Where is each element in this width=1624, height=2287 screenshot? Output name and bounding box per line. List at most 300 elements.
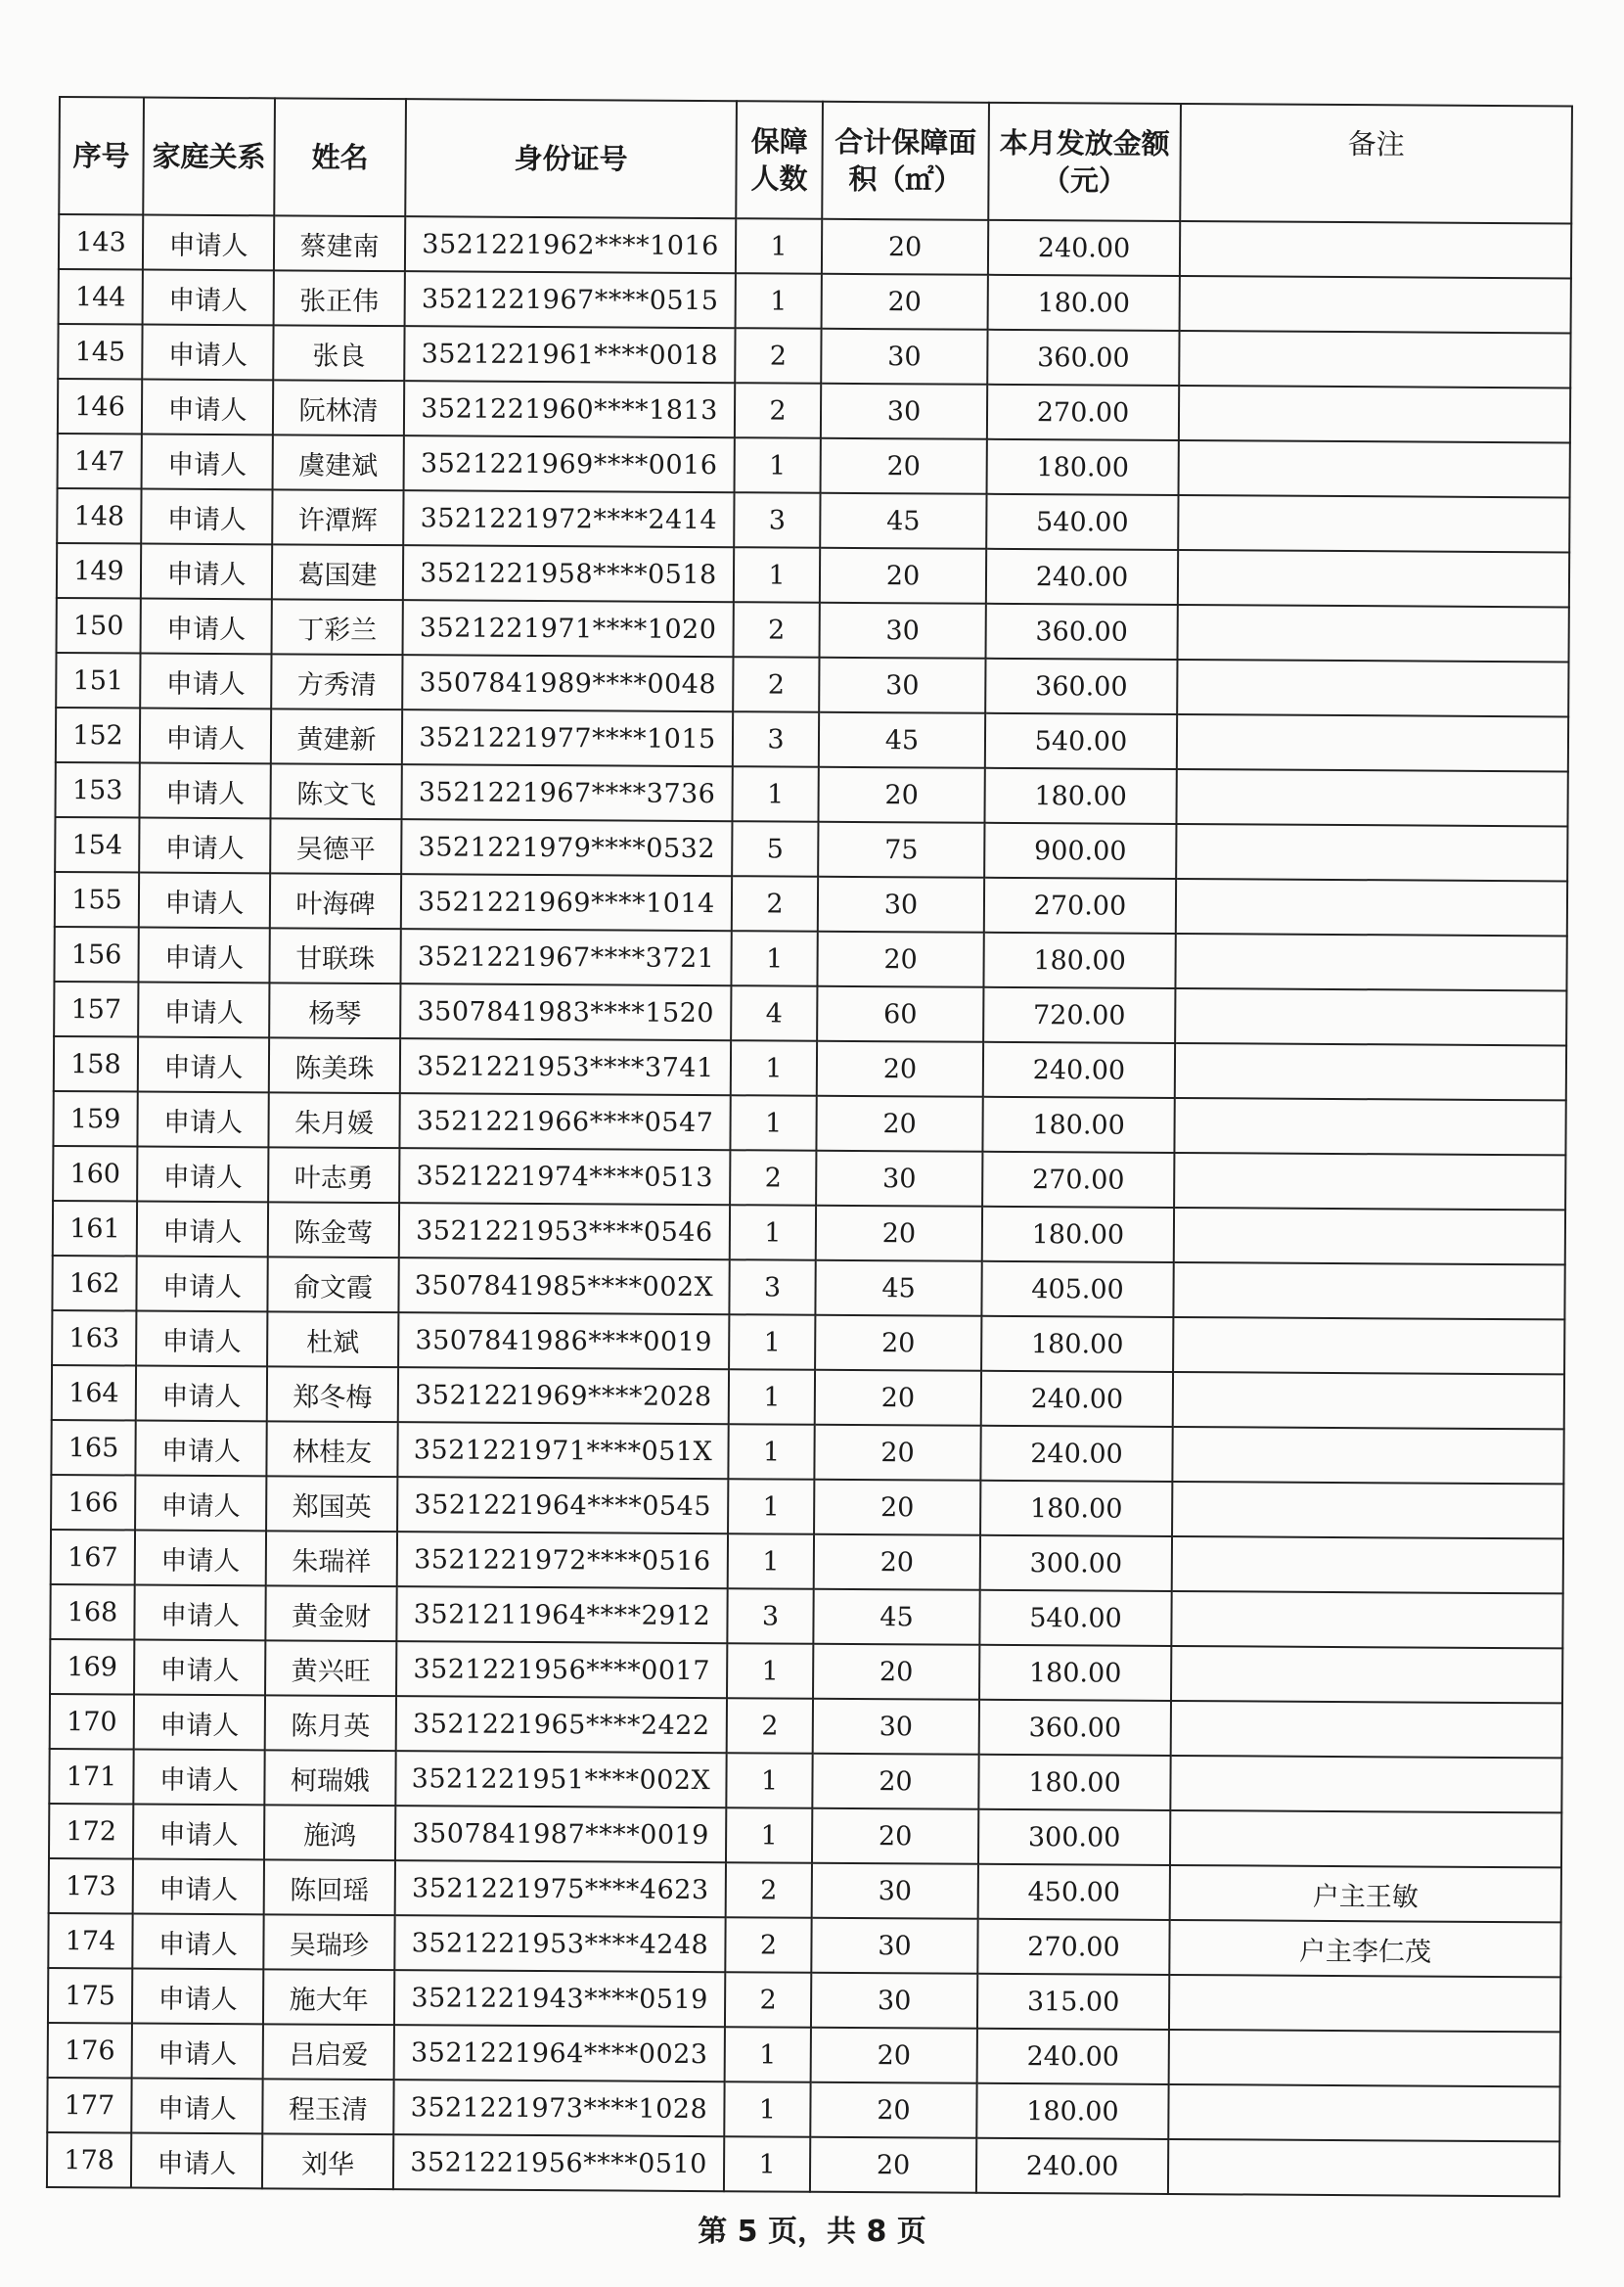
cell-seq: 170: [50, 1694, 134, 1750]
cell-note: [1180, 221, 1571, 278]
cell-id-number: 3521221951****002X: [395, 1751, 726, 1807]
cell-seq: 143: [59, 214, 143, 270]
cell-amount: 405.00: [981, 1261, 1173, 1317]
cell-amount: 240.00: [988, 220, 1180, 276]
cell-id-number: 3521221974****0513: [399, 1148, 730, 1205]
cell-amount: 240.00: [980, 1426, 1172, 1482]
cell-id-number: 3521221967****0515: [405, 271, 736, 328]
cell-seq: 161: [53, 1201, 137, 1257]
cell-relation: 申请人: [136, 1366, 267, 1422]
cell-name: 张良: [273, 325, 404, 381]
cell-relation: 申请人: [131, 2078, 262, 2133]
cell-name: 杨琴: [269, 983, 400, 1038]
cell-persons: 1: [729, 1314, 815, 1370]
cell-seq: 166: [51, 1475, 135, 1531]
cell-seq: 163: [52, 1310, 136, 1366]
cell-persons: 1: [728, 1479, 814, 1534]
cell-note: [1173, 1372, 1564, 1429]
cell-amount: 360.00: [985, 659, 1177, 714]
cell-name: 俞文霞: [267, 1257, 398, 1312]
cell-area: 20: [817, 1041, 983, 1097]
cell-area: 45: [820, 493, 986, 549]
cell-id-number: 3521221969****0016: [404, 435, 735, 492]
cell-relation: 申请人: [134, 1640, 265, 1696]
cell-area: 45: [819, 712, 985, 768]
cell-amount: 270.00: [977, 1919, 1169, 1975]
table-row: [50, 1584, 1562, 1648]
cell-persons: 1: [726, 1753, 812, 1808]
cell-note: [1174, 1153, 1565, 1210]
table-row: [51, 1475, 1563, 1538]
table-row: [58, 324, 1570, 388]
cell-persons: 1: [732, 766, 818, 822]
table-row: [50, 1694, 1562, 1758]
cell-name: 叶志勇: [268, 1147, 399, 1203]
cell-name: 黄兴旺: [265, 1640, 396, 1696]
cell-note: [1174, 1098, 1565, 1155]
cell-persons: 2: [725, 1917, 811, 1973]
cell-seq: 146: [58, 379, 142, 435]
table-row: [47, 2132, 1559, 2196]
cell-note: [1180, 276, 1571, 333]
cell-id-number: 3521221956****0017: [396, 1641, 727, 1698]
cell-seq: 156: [54, 927, 138, 983]
cell-area: 20: [822, 219, 988, 275]
cell-note: [1172, 1482, 1563, 1538]
cell-name: 吕启爱: [263, 2024, 394, 2080]
cell-note: [1168, 2139, 1559, 2196]
cell-name: 张正伟: [274, 270, 405, 326]
cell-id-number: 3521221953****4248: [394, 1915, 725, 1972]
cell-seq: 157: [54, 982, 138, 1037]
cell-relation: 申请人: [133, 1749, 264, 1805]
cell-note: [1176, 824, 1567, 881]
cell-relation: 申请人: [135, 1531, 266, 1586]
cell-area: 30: [813, 1699, 979, 1755]
table-row: [52, 1365, 1564, 1429]
cell-amount: 180.00: [978, 1755, 1170, 1810]
cell-note: [1169, 1975, 1560, 2032]
cell-id-number: 3521221967****3736: [401, 764, 732, 821]
cell-amount: 180.00: [988, 275, 1180, 331]
table-row: [54, 1036, 1566, 1100]
cell-amount: 180.00: [979, 1645, 1171, 1701]
cell-id-number: 3521221960****1813: [404, 381, 735, 437]
cell-area: 75: [818, 822, 984, 878]
cell-id-number: 3521221967****3721: [400, 929, 731, 985]
cell-persons: 2: [735, 328, 821, 384]
cell-amount: 180.00: [976, 2083, 1168, 2139]
header-note: 备注: [1180, 104, 1572, 223]
cell-persons: 2: [732, 876, 818, 932]
cell-name: 吴瑞珍: [263, 1914, 394, 1970]
cell-relation: 申请人: [139, 818, 270, 874]
cell-amount: 240.00: [981, 1371, 1173, 1427]
cell-amount: 270.00: [982, 1152, 1174, 1208]
cell-persons: 1: [729, 1369, 815, 1425]
cell-amount: 180.00: [987, 439, 1179, 495]
cell-relation: 申请人: [141, 544, 272, 600]
cell-seq: 160: [53, 1146, 137, 1202]
cell-name: 程玉清: [262, 2079, 393, 2134]
cell-id-number: 3521221969****1014: [401, 874, 732, 931]
cell-relation: 申请人: [141, 489, 272, 545]
cell-seq: 175: [48, 1968, 132, 2024]
cell-id-number: 3521221964****0545: [397, 1477, 728, 1533]
cell-area: 45: [815, 1260, 981, 1316]
cell-area: 20: [814, 1534, 980, 1590]
cell-name: 叶海碑: [270, 873, 401, 929]
cell-relation: 申请人: [138, 983, 269, 1038]
cell-persons: 1: [736, 273, 822, 329]
table-row: [48, 2023, 1560, 2086]
cell-relation: 申请人: [136, 1311, 267, 1367]
cell-area: 20: [815, 1370, 981, 1426]
table-row: [55, 872, 1567, 936]
cell-name: 吴德平: [270, 818, 401, 874]
cell-name: 阮林清: [273, 380, 404, 435]
cell-area: 20: [810, 2137, 976, 2193]
cell-amount: 360.00: [987, 330, 1179, 386]
cell-name: 朱瑞祥: [266, 1531, 397, 1586]
header-name: 姓名: [274, 98, 406, 216]
cell-amount: 240.00: [983, 1042, 1175, 1098]
cell-name: 施鸿: [264, 1805, 395, 1860]
cell-note: [1174, 1208, 1565, 1264]
cell-note: [1179, 331, 1570, 388]
cell-persons: 1: [735, 437, 821, 493]
cell-name: 杜斌: [267, 1311, 398, 1367]
table-row: [59, 269, 1571, 333]
cell-id-number: 3521221953****3741: [400, 1038, 731, 1095]
cell-id-number: 3521221958****0518: [403, 545, 734, 602]
cell-relation: 申请人: [143, 215, 274, 271]
cell-amount: 180.00: [981, 1316, 1173, 1372]
cell-note: [1177, 660, 1568, 716]
cell-note: [1171, 1701, 1562, 1758]
cell-seq: 165: [51, 1420, 135, 1476]
cell-amount: 270.00: [987, 385, 1179, 440]
cell-area: 20: [817, 932, 983, 987]
cell-persons: 1: [726, 1807, 812, 1863]
table-row: [55, 817, 1567, 881]
cell-id-number: 3521221961****0018: [404, 326, 735, 383]
cell-seq: 145: [58, 324, 142, 380]
cell-id-number: 3521211964****2912: [396, 1586, 727, 1643]
cell-seq: 152: [56, 708, 140, 763]
table-row: [51, 1420, 1563, 1484]
table-row: [55, 762, 1567, 826]
table-row: [49, 1749, 1561, 1812]
cell-relation: 申请人: [139, 873, 270, 929]
cell-area: 30: [811, 1973, 977, 2029]
cell-persons: 4: [731, 985, 817, 1041]
cell-relation: 申请人: [137, 1092, 268, 1148]
cell-persons: 2: [735, 383, 821, 438]
table-row: [52, 1256, 1564, 1319]
cell-note: [1176, 769, 1567, 826]
cell-area: 30: [821, 384, 987, 439]
cell-seq: 158: [54, 1036, 138, 1092]
cell-note: [1176, 879, 1567, 936]
cell-relation: 申请人: [132, 1913, 263, 1969]
cell-id-number: 3507841989****0048: [402, 655, 733, 711]
cell-seq: 171: [49, 1749, 133, 1805]
cell-amount: 300.00: [980, 1535, 1172, 1591]
cell-name: 郑冬梅: [267, 1366, 398, 1422]
cell-relation: 申请人: [134, 1695, 265, 1751]
table-row: [54, 982, 1566, 1045]
cell-note: [1169, 2030, 1560, 2086]
cell-relation: 申请人: [135, 1476, 266, 1532]
cell-id-number: 3521221971****051X: [397, 1422, 728, 1479]
cell-name: 陈文飞: [270, 763, 401, 819]
cell-name: 陈美珠: [269, 1037, 400, 1093]
cell-relation: 申请人: [140, 654, 271, 709]
cell-area: 30: [819, 658, 985, 713]
cell-note: [1177, 714, 1568, 771]
cell-seq: 147: [58, 434, 142, 489]
table-row: [58, 434, 1570, 497]
cell-note: [1170, 1756, 1561, 1812]
cell-area: 20: [815, 1315, 981, 1371]
cell-id-number: 3507841985****002X: [398, 1258, 729, 1314]
cell-persons: 1: [730, 1095, 816, 1151]
cell-relation: 申请人: [138, 1037, 269, 1093]
cell-amount: 240.00: [986, 549, 1178, 605]
cell-relation: 申请人: [132, 1968, 263, 2024]
cell-seq: 172: [49, 1804, 133, 1859]
cell-area: 20: [810, 2082, 976, 2138]
cell-id-number: 3521221977****1015: [402, 709, 733, 766]
subsidy-roster-table: [46, 96, 1573, 2197]
cell-name: 朱月媛: [268, 1092, 399, 1148]
cell-id-number: 3521221953****0546: [399, 1203, 730, 1259]
cell-relation: 申请人: [131, 2132, 262, 2188]
cell-amount: 450.00: [978, 1864, 1170, 1920]
cell-seq: 151: [56, 653, 140, 709]
cell-note: [1175, 1043, 1566, 1100]
cell-area: 20: [820, 548, 986, 604]
cell-relation: 申请人: [137, 1202, 268, 1258]
cell-persons: 3: [727, 1588, 813, 1644]
header-seq: 序号: [59, 97, 144, 215]
cell-note: [1171, 1591, 1562, 1648]
header-id-number: 身份证号: [405, 99, 737, 218]
cell-note: [1172, 1427, 1563, 1484]
cell-area: 20: [822, 274, 988, 330]
cell-area: 20: [814, 1480, 980, 1535]
cell-persons: 1: [734, 547, 820, 603]
cell-note: [1173, 1262, 1564, 1319]
cell-relation: 申请人: [141, 599, 272, 655]
cell-amount: 720.00: [983, 987, 1175, 1043]
cell-name: 郑国英: [266, 1476, 397, 1532]
cell-name: 葛国建: [272, 544, 403, 600]
cell-relation: 申请人: [133, 1858, 264, 1914]
cell-relation: 申请人: [137, 1147, 268, 1203]
cell-relation: 申请人: [142, 325, 273, 381]
cell-name: 丁彩兰: [272, 599, 403, 655]
cell-id-number: 3521221979****0532: [401, 819, 732, 876]
page-number: 第 5 页，共 8 页: [698, 2215, 926, 2249]
cell-amount: 180.00: [984, 768, 1176, 824]
cell-persons: 3: [733, 711, 819, 767]
cell-id-number: 3507841986****0019: [398, 1312, 729, 1369]
cell-id-number: 3521221973****1028: [393, 2080, 724, 2136]
cell-seq: 178: [47, 2132, 131, 2188]
cell-seq: 168: [50, 1584, 134, 1640]
table-row: [53, 1146, 1565, 1210]
cell-persons: 1: [725, 2027, 811, 2082]
cell-name: 陈月英: [265, 1695, 396, 1751]
cell-persons: 1: [728, 1533, 814, 1589]
header-persons: 保障人数: [736, 101, 823, 219]
cell-id-number: 3521221971****1020: [403, 600, 734, 657]
cell-seq: 176: [48, 2023, 132, 2079]
header-relation: 家庭关系: [143, 98, 275, 216]
cell-area: 30: [818, 877, 984, 933]
cell-area: 60: [817, 986, 983, 1042]
cell-area: 30: [821, 329, 987, 385]
cell-amount: 180.00: [982, 1207, 1174, 1262]
cell-area: 30: [811, 1918, 977, 1974]
cell-area: 20: [812, 1808, 978, 1864]
cell-note: [1173, 1317, 1564, 1374]
cell-area: 30: [816, 1151, 982, 1207]
cell-name: 柯瑞娥: [264, 1750, 395, 1806]
cell-id-number: 3521221962****1016: [405, 216, 736, 273]
cell-note: 户主李仁茂: [1169, 1920, 1560, 1977]
cell-seq: 153: [55, 762, 139, 818]
cell-seq: 150: [57, 598, 141, 654]
cell-persons: 5: [732, 821, 818, 877]
cell-amount: 360.00: [979, 1700, 1171, 1756]
cell-name: 陈回瑶: [264, 1859, 395, 1915]
cell-relation: 申请人: [135, 1421, 266, 1477]
table-header-row: [59, 97, 1572, 223]
cell-persons: 3: [734, 492, 820, 548]
cell-relation: 申请人: [139, 763, 270, 819]
cell-note: [1171, 1646, 1562, 1703]
cell-seq: 159: [53, 1091, 137, 1147]
cell-amount: 180.00: [982, 1097, 1174, 1153]
cell-area: 20: [811, 2028, 977, 2083]
cell-area: 20: [816, 1206, 982, 1261]
cell-name: 方秀清: [271, 654, 402, 709]
table-row: [48, 1968, 1560, 2032]
cell-note: [1175, 988, 1566, 1045]
table-row: [56, 653, 1568, 716]
cell-persons: 1: [730, 1205, 816, 1260]
cell-seq: 164: [52, 1365, 136, 1421]
cell-seq: 149: [57, 543, 141, 599]
cell-amount: 315.00: [977, 1974, 1169, 2030]
cell-persons: 3: [729, 1259, 815, 1315]
cell-seq: 148: [57, 488, 141, 544]
table-row: [57, 488, 1569, 552]
cell-seq: 173: [49, 1858, 133, 1914]
cell-amount: 180.00: [980, 1481, 1172, 1536]
cell-relation: 申请人: [134, 1585, 265, 1641]
cell-persons: 2: [734, 602, 820, 658]
cell-seq: 174: [48, 1913, 132, 1969]
cell-amount: 540.00: [985, 713, 1177, 769]
cell-seq: 162: [52, 1256, 136, 1311]
cell-note: [1168, 2084, 1559, 2141]
table-row: [57, 598, 1569, 662]
cell-seq: 167: [51, 1530, 135, 1585]
cell-area: 20: [812, 1754, 978, 1809]
cell-note: [1178, 605, 1569, 662]
cell-amount: 900.00: [984, 823, 1176, 879]
cell-seq: 169: [50, 1639, 134, 1695]
table-row: [53, 1201, 1565, 1264]
cell-persons: 1: [724, 2136, 810, 2192]
cell-name: 林桂友: [266, 1421, 397, 1477]
cell-relation: 申请人: [142, 435, 273, 490]
cell-persons: 2: [726, 1862, 812, 1918]
cell-note: [1172, 1536, 1563, 1593]
cell-area: 45: [813, 1589, 979, 1645]
cell-seq: 177: [47, 2078, 131, 2133]
cell-note: [1178, 550, 1569, 607]
cell-relation: 申请人: [136, 1257, 267, 1312]
cell-persons: 1: [731, 1040, 817, 1096]
cell-persons: 1: [736, 218, 822, 274]
table-body: [47, 214, 1571, 2196]
cell-amount: 270.00: [984, 878, 1176, 934]
table-row: [48, 1913, 1560, 1977]
cell-persons: 1: [728, 1424, 814, 1480]
cell-id-number: 3521221972****2414: [403, 490, 734, 547]
cell-relation: 申请人: [133, 1804, 264, 1859]
cell-seq: 144: [59, 269, 143, 325]
table-row: [58, 379, 1570, 442]
cell-relation: 申请人: [142, 380, 273, 435]
cell-name: 许潭辉: [272, 489, 403, 545]
table-row: [47, 2078, 1559, 2141]
cell-id-number: 3521221964****0023: [394, 2025, 725, 2081]
cell-area: 30: [812, 1863, 978, 1919]
cell-persons: 1: [727, 1643, 813, 1699]
cell-id-number: 3521221969****2028: [398, 1367, 729, 1424]
table-row: [57, 543, 1569, 607]
cell-note: [1178, 495, 1569, 552]
cell-id-number: 3521221965****2422: [396, 1696, 727, 1753]
header-amount: 本月发放金额（元）: [988, 103, 1181, 221]
cell-id-number: 3507841987****0019: [395, 1806, 726, 1862]
cell-amount: 240.00: [976, 2138, 1168, 2194]
cell-seq: 154: [55, 817, 139, 873]
table-row: [52, 1310, 1564, 1374]
cell-persons: 2: [733, 657, 819, 712]
table-row: [50, 1639, 1562, 1703]
cell-area: 20: [818, 767, 984, 823]
cell-id-number: 3521221943****0519: [394, 1970, 725, 2027]
cell-area: 20: [821, 438, 987, 494]
cell-area: 20: [813, 1644, 979, 1700]
cell-note: [1179, 386, 1570, 442]
cell-id-number: 3521221966****0547: [399, 1093, 730, 1150]
table-row: [49, 1804, 1561, 1867]
cell-persons: 2: [725, 1972, 811, 2028]
cell-id-number: 3521221975****4623: [395, 1860, 726, 1917]
cell-seq: 155: [55, 872, 139, 928]
cell-name: 甘联珠: [269, 928, 400, 983]
cell-note: [1179, 440, 1570, 497]
header-area: 合计保障面积（㎡）: [822, 102, 989, 220]
